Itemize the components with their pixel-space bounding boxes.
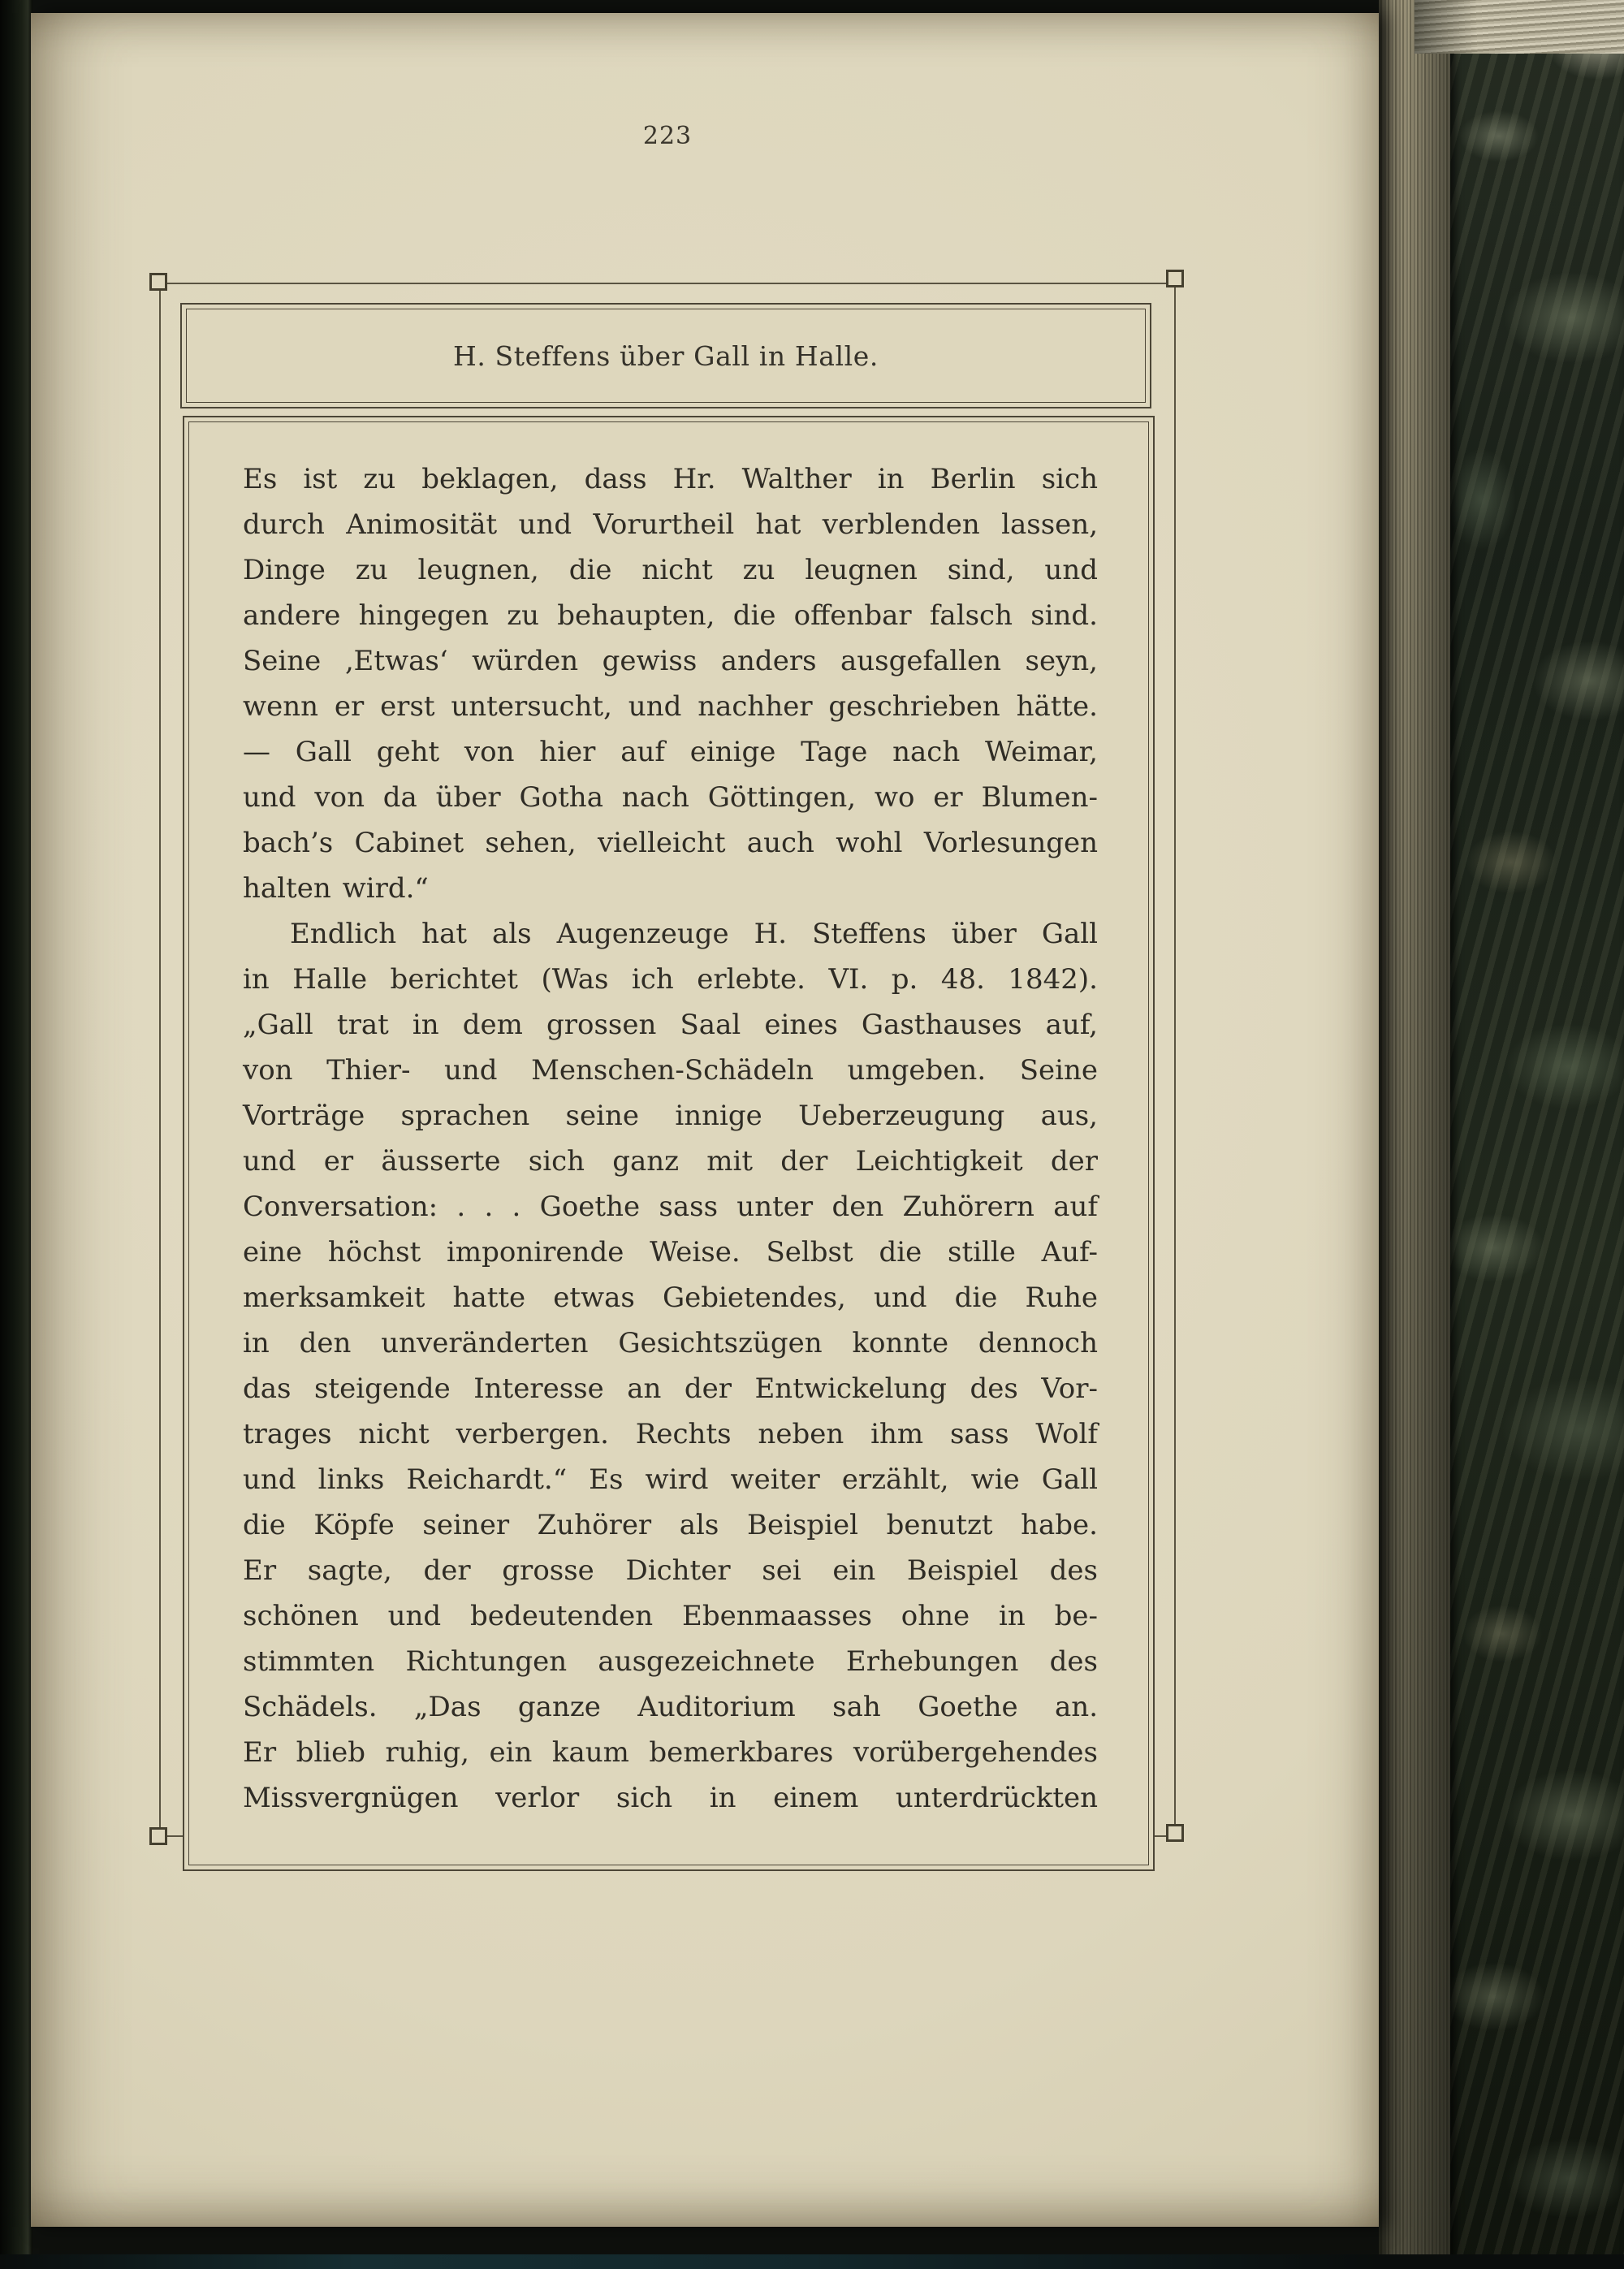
text-line: schönen und bedeutenden Ebenmaasses ohne in be- bbox=[243, 1600, 1098, 1632]
running-head-box bbox=[180, 303, 1151, 408]
text-line: von Thier- und Menschen-Schädeln umgeben. Seine bbox=[243, 1054, 1098, 1087]
text-line: Conversation: . . . Goethe sass unter den Zuhörern auf bbox=[243, 1191, 1098, 1223]
text-line: Er sagte, der grosse Dichter sei ein Beispiel des bbox=[243, 1554, 1098, 1587]
corner-ornament-top-left bbox=[149, 273, 167, 291]
text-line: trages nicht verbergen. Rechts neben ihm sass Wolf bbox=[243, 1418, 1098, 1450]
text-line: stimmten Richtungen ausgezeichnete Erhebungen des bbox=[243, 1645, 1098, 1678]
text-line: und von da über Gotha nach Göttingen, wo er Blumen- bbox=[243, 781, 1098, 814]
text-line: in Halle berichtet (Was ich erlebte. VI. p. 48. 1842). bbox=[243, 963, 1098, 996]
text-line: Es ist zu beklagen, dass Hr. Walther in Berlin sich bbox=[243, 463, 1098, 495]
text-line: Dinge zu leugnen, die nicht zu leugnen sind, und bbox=[243, 554, 1098, 586]
body-text bbox=[243, 456, 1098, 1821]
text-line: die Köpfe seiner Zuhörer als Beispiel benutzt habe. bbox=[243, 1509, 1098, 1541]
text-line: Schädels. „Das ganze Auditorium sah Goethe an. bbox=[243, 1691, 1098, 1723]
corner-ornament-bottom-left bbox=[149, 1827, 167, 1845]
text-line: Missvergnügen verlor sich in einem unterdrückten bbox=[243, 1782, 1098, 1814]
text-line: „Gall trat in dem grossen Saal eines Gasthauses auf, bbox=[243, 1009, 1098, 1041]
text-line: wenn er erst untersucht, und nachher geschrieben hätte. bbox=[243, 690, 1098, 723]
corner-ornament-top-right bbox=[1166, 270, 1184, 287]
page-number: 223 bbox=[642, 122, 693, 150]
running-head-inner-rule bbox=[186, 309, 1146, 403]
text-frame-inner-rule bbox=[188, 421, 1149, 1865]
text-line: Endlich hat als Augenzeuge H. Steffens über Gall bbox=[290, 918, 1098, 950]
book-binding bbox=[0, 0, 32, 2269]
text-line: Seine ‚Etwas‘ würden gewiss anders ausgefallen seyn, bbox=[243, 645, 1098, 677]
paragraph bbox=[243, 911, 1098, 1821]
text-line: und er äusserte sich ganz mit der Leichtigkeit der bbox=[243, 1145, 1098, 1178]
paragraph bbox=[243, 456, 1098, 911]
page-edge-stack bbox=[1379, 0, 1455, 2269]
text-line: halten wird.“ bbox=[243, 872, 429, 905]
text-line: bach’s Cabinet sehen, vielleicht auch wohl Vorlesungen bbox=[243, 827, 1098, 859]
running-head-title: H. Steffens über Gall in Halle. bbox=[452, 339, 879, 372]
text-line: durch Animosität und Vorurtheil hat verblenden lassen, bbox=[243, 508, 1098, 541]
corner-ornament-bottom-right bbox=[1166, 1824, 1184, 1842]
text-line: Er blieb ruhig, ein kaum bemerkbares vorübergehendes bbox=[243, 1736, 1098, 1769]
text-line: eine höchst imponirende Weise. Selbst die stille Auf- bbox=[243, 1236, 1098, 1268]
text-line: das steigende Interesse an der Entwickelung des Vor- bbox=[243, 1372, 1098, 1405]
marbled-fore-edge bbox=[1450, 0, 1624, 2269]
text-line: in den unveränderten Gesichtszügen konnte dennoch bbox=[243, 1327, 1098, 1359]
top-page-edges bbox=[1415, 0, 1624, 54]
text-line: merksamkeit hatte etwas Gebietendes, und die Ruhe bbox=[243, 1281, 1098, 1314]
scanner-edge-strip bbox=[0, 2254, 1624, 2269]
text-line: und links Reichardt.“ Es wird weiter erzählt, wie Gall bbox=[243, 1463, 1098, 1496]
text-line: — Gall geht von hier auf einige Tage nach Weimar, bbox=[243, 736, 1098, 768]
text-frame-box bbox=[183, 416, 1155, 1871]
text-line: Vorträge sprachen seine innige Ueberzeugung aus, bbox=[243, 1100, 1098, 1132]
text-line: andere hingegen zu behaupten, die offenbar falsch sind. bbox=[243, 599, 1098, 632]
book-page bbox=[31, 13, 1379, 2227]
